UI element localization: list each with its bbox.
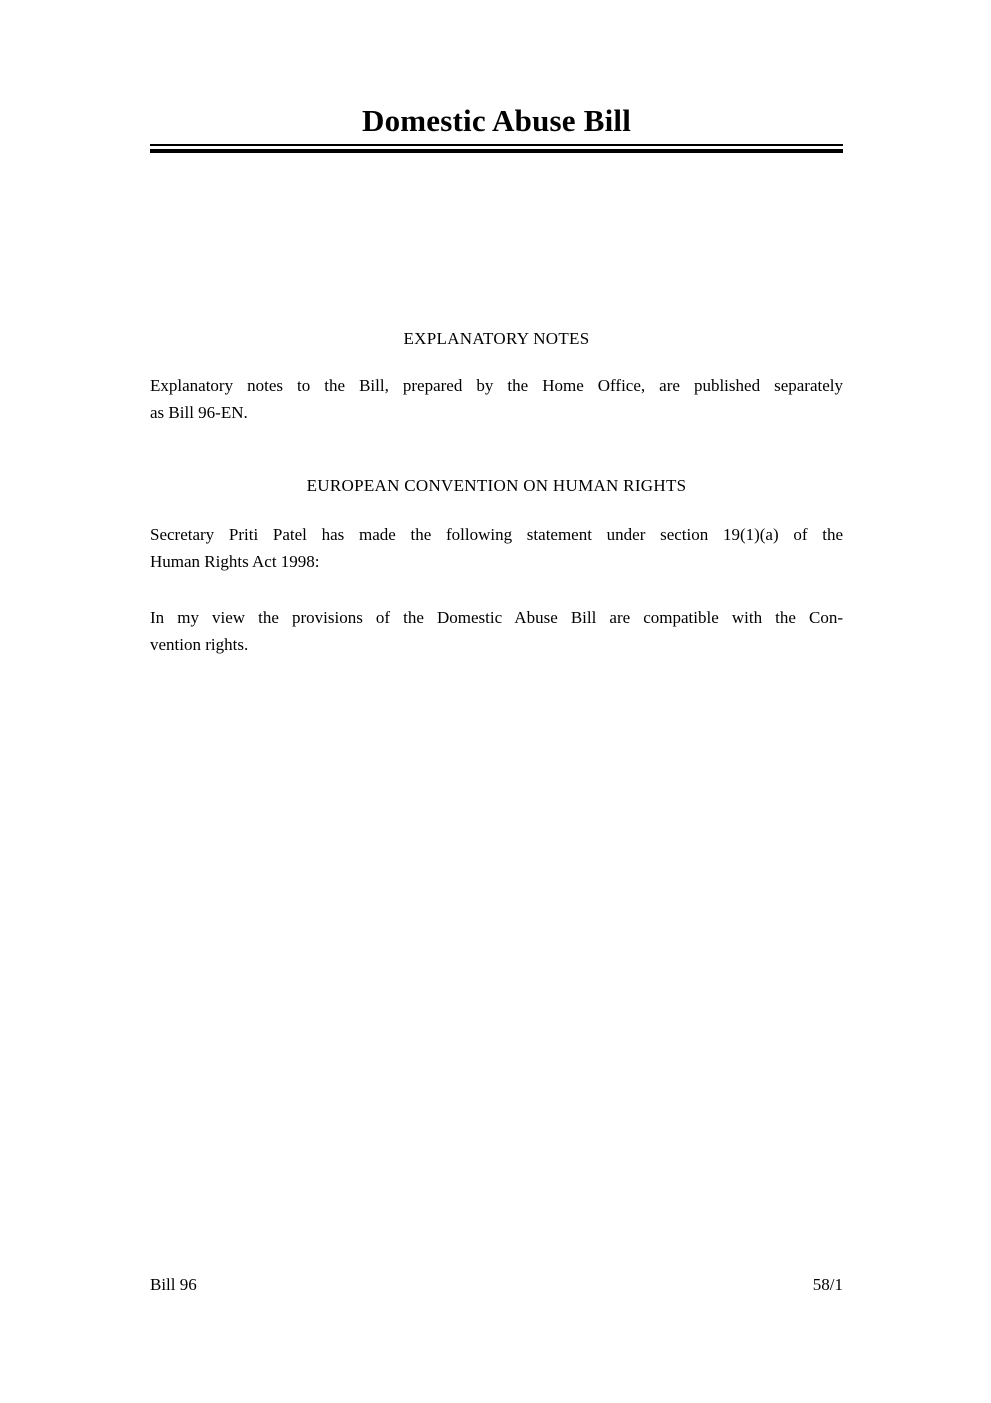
paragraph-line: as Bill 96-EN. [150,403,248,422]
echr-statement-paragraph [150,521,843,575]
paragraph-line: Human Rights Act 1998: [150,552,320,571]
page-content [150,0,843,1403]
page-footer [150,1274,843,1296]
footer-bill-number: Bill 96 [150,1275,197,1294]
explanatory-notes-heading: EXPLANATORY NOTES [403,329,590,348]
explanatory-notes-paragraph [150,372,843,426]
echr-heading: EUROPEAN CONVENTION ON HUMAN RIGHTS [306,476,687,495]
echr-compatibility-paragraph [150,604,843,658]
paragraph-line: Explanatory notes to the Bill, prepared by the Home Office, are published separately [150,376,843,395]
page-title: Domestic Abuse Bill [361,103,632,138]
paragraph-line: Secretary Priti Patel has made the following statement under section 19(1)(a) of the [150,525,843,544]
paragraph-line: In my view the provisions of the Domestic Abuse Bill are compatible with the Con- [150,608,843,627]
paragraph-line: vention rights. [150,635,249,654]
footer-session-number: 58/1 [812,1275,843,1294]
title-double-rule [150,144,843,153]
